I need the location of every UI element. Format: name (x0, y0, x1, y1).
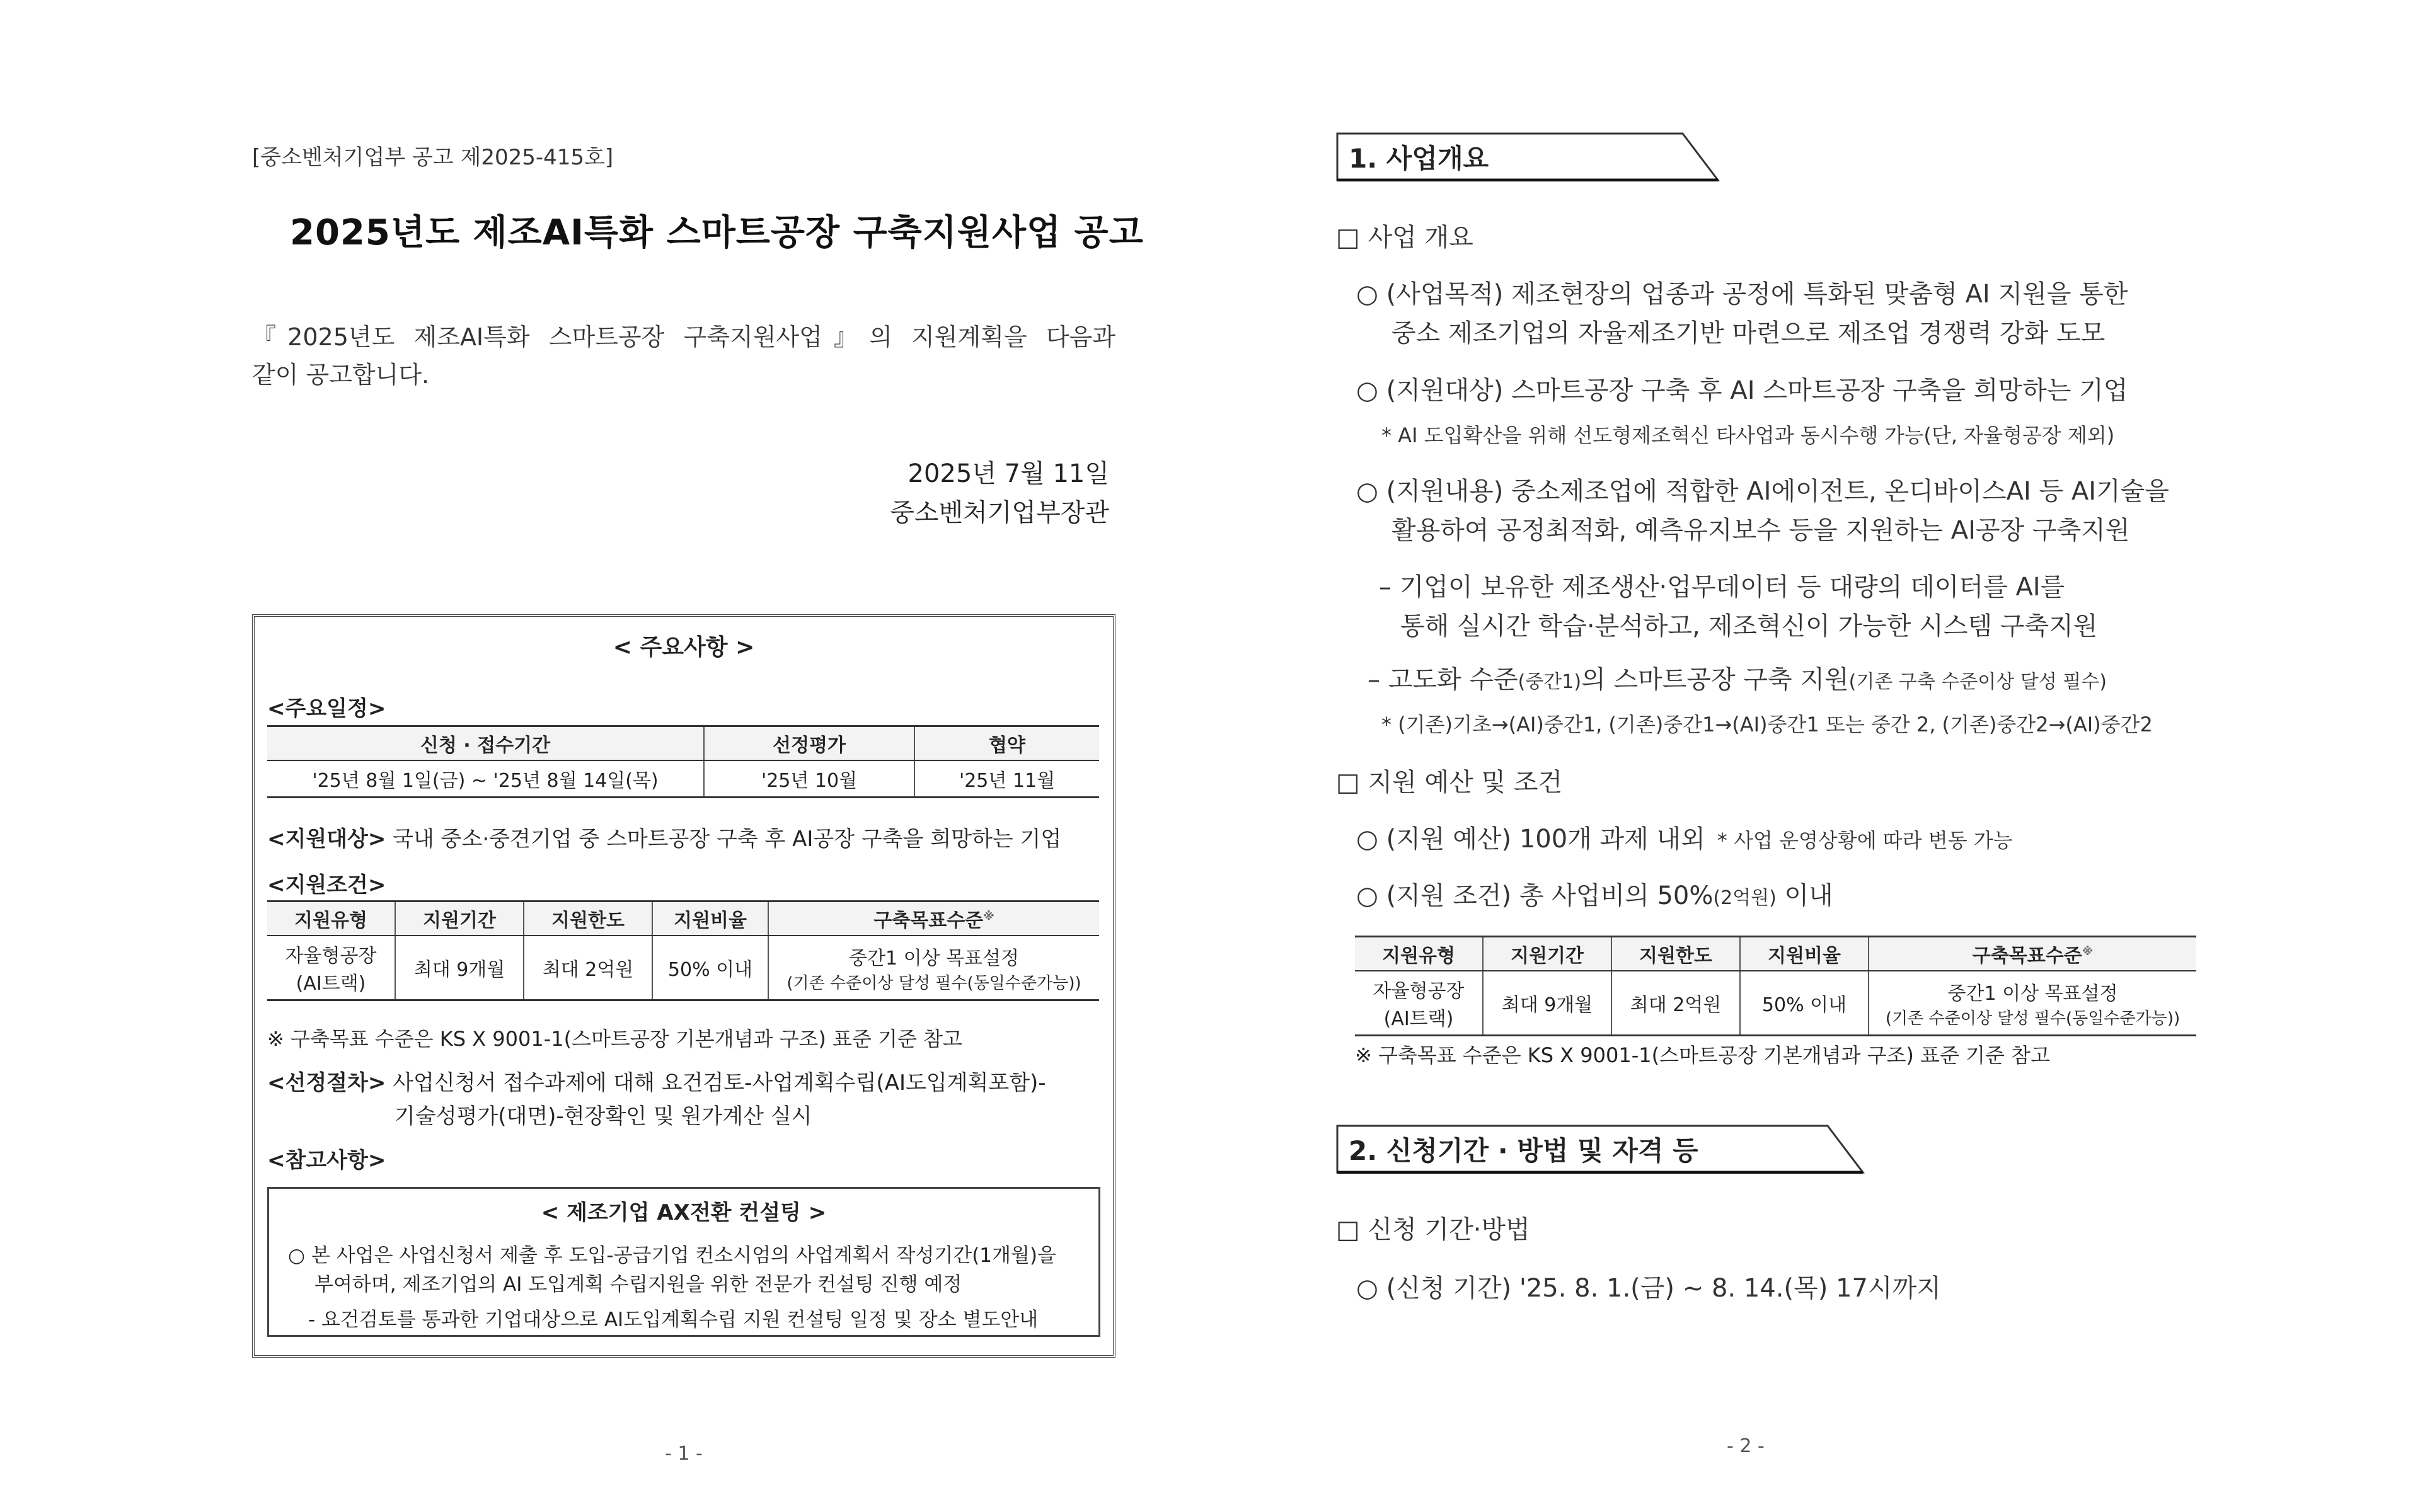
procedure-row (267, 1065, 1046, 1096)
table-header: 지원기간 (1483, 937, 1611, 971)
section-1-heading (1336, 132, 1720, 181)
page-2 (1210, 0, 2420, 1512)
budget-text: ○ (지원 예산) 100개 과제 내외 (1356, 825, 1705, 854)
table-header: 선정평가 (704, 726, 914, 761)
dash-1-line-2: 통해 실시간 학습·분석하고, 제조혁신이 가능한 시스템 구축지원 (1400, 612, 2098, 641)
type-line-2: (AI트랙) (296, 973, 366, 995)
table-header: 지원유형 (1355, 937, 1483, 971)
intro-line-2: 같이 공고합니다. (252, 361, 430, 389)
dash-2-small-2: (기존 구축 수준이상 달성 필수) (1848, 671, 2107, 693)
dash-2-mid: 의 스마트공장 구축 지원 (1581, 665, 1849, 694)
subheading-period: □ 신청 기간·방법 (1336, 1215, 1530, 1244)
table-cell: 최대 2억원 (1611, 971, 1740, 1036)
dash-2-small-1: (중간1) (1518, 671, 1582, 693)
subheading-budget: □ 지원 예산 및 조건 (1336, 768, 1563, 797)
condition-table-p2 (1355, 936, 2196, 1036)
procedure-label: <선정절차> (267, 1070, 386, 1096)
procedure-line-2: 기술성평가(대면)-현장확인 및 원가계산 실시 (395, 1104, 812, 1129)
table-header: 협약 (914, 726, 1099, 761)
content-line-1: ○ (지원내용) 중소제조업에 적합한 AI에이전트, 온디바이스AI 등 AI기술을 (1356, 477, 2169, 506)
goal-line-1: 중간1 이상 목표설정 (849, 947, 1019, 970)
purpose-line-2: 중소 제조기업의 자율제조기반 마련으로 제조업 경쟁력 강화 도모 (1392, 319, 2106, 348)
purpose-line-1: ○ (사업목적) 제조현장의 업종과 공정에 특화된 맞춤형 AI 지원을 통한 (1356, 280, 2128, 309)
intro-line-1: 『2025년도 제조AI특화 스마트공장 구축지원사업』의 지원계획을 다음과 (252, 323, 1115, 351)
goal-line-2: (기존 수준이상 달성 필수(동일수준가능)) (1885, 1009, 2181, 1028)
table-header (1869, 937, 2196, 971)
goal-header-text: 구축목표수준 (1972, 945, 2082, 967)
page-number: - 1 - (665, 1443, 703, 1465)
budget-line (1356, 819, 2013, 855)
table-header (768, 902, 1099, 936)
table-cell (1355, 971, 1483, 1036)
intro-paragraph (252, 318, 1115, 394)
table-header: 지원기간 (395, 902, 524, 936)
box-title: < 주요사항 > (613, 634, 755, 660)
consulting-line-1: ○ 본 사업은 사업신청서 제출 후 도입-공급기업 컨소시엄의 사업계획서 작성기간(1개월)을 (288, 1244, 1056, 1267)
dash-2-line (1368, 660, 2107, 696)
table-cell: '25년 8월 1일(금) ~ '25년 8월 14일(목) (267, 760, 704, 798)
consulting-box (267, 1187, 1100, 1337)
condition-main: ○ (지원 조건) 총 사업비의 50% (1356, 881, 1714, 910)
table-header: 지원한도 (524, 902, 652, 936)
table-header: 신청 · 접수기간 (267, 726, 704, 761)
goal-line-1: 중간1 이상 목표설정 (1947, 982, 2118, 1005)
note-mark: ※ (983, 910, 994, 923)
consulting-line-3: - 요건검토를 통과한 기업대상으로 AI도입계획수립 지원 컨설팅 일정 및 장소 별도안내 (308, 1309, 1039, 1331)
table-header: 지원비율 (1740, 937, 1869, 971)
note-mark: ※ (2082, 945, 2094, 958)
key-items-box (252, 614, 1115, 1358)
table-cell: 최대 2억원 (524, 936, 652, 1000)
condition-line (1356, 876, 1833, 912)
type-line-1: 자율형공장 (285, 945, 377, 967)
subheading-overview: □ 사업 개요 (1336, 223, 1473, 252)
condition-table (267, 900, 1099, 1001)
condition-note-p2: ※ 구축목표 수준은 KS X 9001-1(스마트공장 기본개념과 구조) 표준 기준 참고 (1355, 1043, 2050, 1067)
reference-label: <참고사항> (267, 1148, 386, 1173)
table-cell: 최대 9개월 (395, 936, 524, 1000)
consulting-title: < 제조기업 AX전환 컨설팅 > (541, 1200, 827, 1225)
schedule-label: <주요일정> (267, 696, 386, 721)
condition-small: (2억원) (1713, 887, 1777, 909)
target-row (267, 822, 1061, 852)
table-cell: 50% 이내 (652, 936, 768, 1000)
document-title: 2025년도 제조AI특화 스마트공장 구축지원사업 공고 (290, 212, 1144, 253)
condition-end: 이내 (1776, 881, 1833, 910)
goal-header-text: 구축목표수준 (873, 910, 984, 932)
announcement-date: 2025년 7월 11일 (908, 459, 1109, 488)
table-cell: 최대 9개월 (1483, 971, 1611, 1036)
type-line-1: 자율형공장 (1373, 980, 1465, 1002)
dash-1-line-1: – 기업이 보유한 제조생산·업무데이터 등 대량의 데이터를 AI를 (1379, 573, 2065, 602)
section-2-heading (1336, 1125, 1865, 1174)
table-cell (768, 936, 1099, 1000)
goal-line-2: (기존 수준이상 달성 필수(동일수준가능)) (786, 973, 1081, 993)
condition-label: <지원조건> (267, 873, 386, 898)
target-line: ○ (지원대상) 스마트공장 구축 후 AI 스마트공장 구축을 희망하는 기업 (1356, 376, 2128, 405)
condition-note: ※ 구축목표 수준은 KS X 9001-1(스마트공장 기본개념과 구조) 표준 기준 참고 (267, 1027, 962, 1051)
page-number: - 2 - (1727, 1435, 1765, 1457)
table-header: 지원비율 (652, 902, 768, 936)
table-cell (1869, 971, 2196, 1036)
procedure-line-1: 사업신청서 접수과제에 대해 요건검토-사업계획수립(AI도입계획포함)- (393, 1070, 1046, 1096)
schedule-table (267, 725, 1099, 798)
budget-note: * 사업 운영상황에 따라 변동 가능 (1717, 828, 2013, 852)
target-text: 국내 중소·중견기업 중 스마트공장 구축 후 AI공장 구축을 희망하는 기업 (393, 827, 1062, 852)
section-2-title: 2. 신청기간 · 방법 및 자격 등 (1349, 1135, 1698, 1166)
target-label: <지원대상> (267, 827, 386, 852)
table-header: 지원유형 (267, 902, 395, 936)
notice-number: [중소벤처기업부 공고 제2025-415호] (252, 145, 614, 170)
target-note: * AI 도입확산을 위해 선도형제조혁신 타사업과 동시수행 가능(단, 자율형공장 제외) (1381, 423, 2115, 447)
level-note: * (기존)기초→(AI)중간1, (기존)중간1→(AI)중간1 또는 중간 2, (기존)중간2→(AI)중간2 (1381, 713, 2153, 736)
dash-2-main: – 고도화 수준 (1368, 665, 1518, 694)
section-1-title: 1. 사업개요 (1349, 143, 1489, 174)
table-cell: '25년 10월 (704, 760, 914, 798)
table-cell: '25년 11월 (914, 760, 1099, 798)
table-header: 지원한도 (1611, 937, 1740, 971)
table-cell (267, 936, 395, 1000)
content-line-2: 활용하여 공정최적화, 예측유지보수 등을 지원하는 AI공장 구축지원 (1392, 516, 2130, 545)
issuer: 중소벤처기업부장관 (890, 498, 1109, 527)
period-line: ○ (신청 기간) '25. 8. 1.(금) ~ 8. 14.(목) 17시까지 (1356, 1274, 1941, 1303)
consulting-line-2: 부여하며, 제조기업의 AI 도입계획 수립지원을 위한 전문가 컨설팅 진행 예정 (314, 1273, 962, 1296)
type-line-2: (AI트랙) (1383, 1008, 1454, 1030)
table-cell: 50% 이내 (1740, 971, 1869, 1036)
